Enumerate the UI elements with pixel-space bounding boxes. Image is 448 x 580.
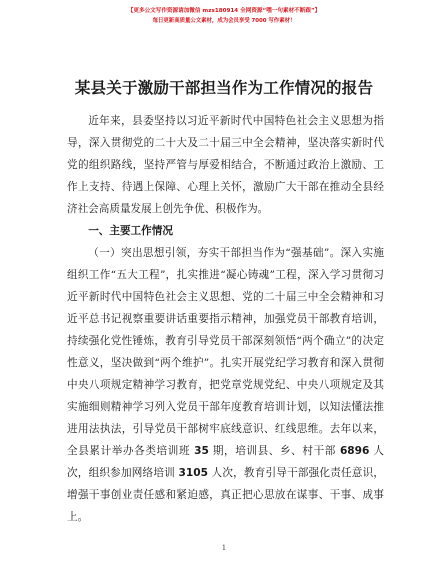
document-body: [67, 110, 384, 528]
online-training-count: 3105: [178, 467, 208, 479]
intro-paragraph: 近年来，县委坚持以习近平新时代中国特色社会主义思想为指导，深入贯彻党的二十大及二十届三中全会精神，坚决落实新时代党的组织路线，坚持严管与厚爱相结合，不断通过政治上激励、工作上支持、待遇上保障、心理上关怀，激励广大干部在推动全县经济社会高质量发展上创先争优、积极作为。: [67, 115, 384, 215]
promo-banner-line2: 每日更新高质量公文素材，成为会员享受 7000 写作素材！: [152, 18, 296, 24]
paragraph-text: 人次，教育引导干部强化责任意识，增强干事创业责任感和紧迫感，真正把心思放在谋事、干事、成事上。: [67, 467, 384, 523]
paragraph-text: 人次，组织参加网络培训: [67, 445, 384, 479]
section-paragraph: [67, 242, 384, 528]
page-number: 1: [221, 544, 227, 552]
document-title: 某县关于激励干部担当作为工作情况的报告: [74, 79, 374, 97]
paragraph-text: 期，培训县、乡、村干部: [208, 445, 340, 457]
section-heading: 一、主要工作情况: [88, 225, 173, 237]
paragraph-text: （一）突出思想引领，夯实干部担当作为“强基础”。深入实施组织工作“五大工程”，扎实推进“凝心铸魂”工程，深入学习贯彻习近平新时代中国特色社会主义思想、党的二十届三中全会精神和习近平总书记视察重要讲话重要指示精神，加强党员干部教育培训，持续强化党性锤炼，教育引导党员干部深刻领悟“两个确立”的决定性意义，坚决做到“两个维护”。扎实开展党纪学习教育和深入贯彻中央八项规定精神学习教育，把党章党规党纪、中央八项规定及其实施细则精神学习列入党员干部年度教育培训计划，以知法懂法推进用法执法，引导党员干部树牢底线意识、红线思维。去年以来，全县累计举办各类培训班: [67, 247, 384, 457]
promo-banner: [0, 6, 448, 26]
training-class-count: 35: [194, 445, 209, 457]
promo-banner-line1: 【更多公文写作资源请加微信 mzs180914 全网资源“嘿一句素材不断跟”】: [127, 8, 321, 14]
trainee-count: 6896: [339, 445, 370, 457]
